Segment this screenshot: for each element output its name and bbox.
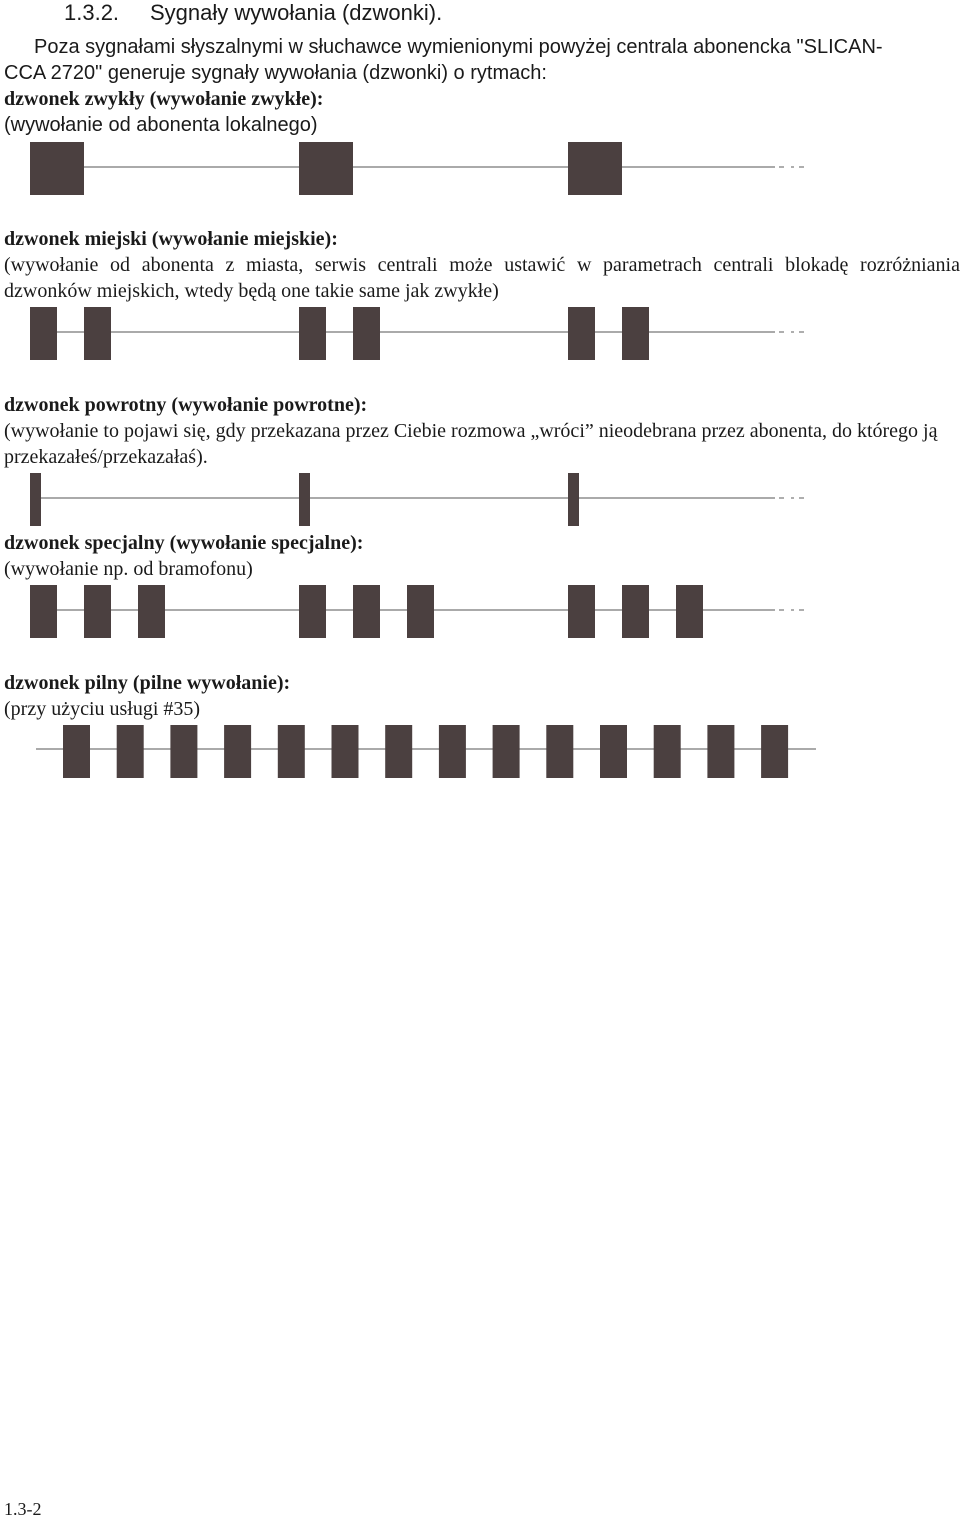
ring-pulse [622,585,649,638]
ring-pulse [299,142,353,195]
ring-pulse [332,725,359,778]
ring-pulse [84,307,111,360]
ring-pulse [600,725,627,778]
ring-pulse [385,725,412,778]
ring-urgent-label: dzwonek pilny (pilne wywołanie): [4,672,291,694]
ring-special-desc: (wywołanie np. od bramofonu) [4,558,253,580]
ring-city-label: dzwonek miejski (wywołanie miejskie): [4,228,338,250]
ring-pulse [278,725,305,778]
ring-pulse [299,585,326,638]
ring-pulse [407,585,434,638]
ring-pulse [30,307,57,360]
ring-pulse [546,725,573,778]
ring-pulse [439,725,466,778]
ring-pulse [353,585,380,638]
ring-pulse [63,725,90,778]
ring-urgent-desc: (przy użyciu usługi #35) [4,698,201,720]
ring-normal-timeline [0,140,960,200]
ring-pulse [568,473,579,526]
section-number: 1.3.2. [64,0,120,25]
ring-pulse [30,473,41,526]
ring-return-desc: (wywołanie to pojawi się, gdy przekazana przez Ciebie rozmowa „wróci” nieodebrana przez abonenta, do którego ją przekazałeś/przekazałaś). [4,420,938,468]
section-heading [64,0,442,26]
ring-city-desc: (wywołanie od abonenta z miasta, serwis centrali może ustawić w parametrach centrali blokadę rozróżniania dzwonków miejskich, wtedy będą one takie same jak zwykłe) [4,254,960,302]
ring-pulse [707,725,734,778]
section-title: Sygnały wywołania (dzwonki). [150,0,443,25]
page-number: 1.3-2 [4,1499,42,1519]
ring-pulse [170,725,197,778]
intro-paragraph [4,34,956,86]
ring-pulse [117,725,144,778]
ring-pulse [568,585,595,638]
intro-line-1: Poza sygnałami słyszalnymi w słuchawce wymienionymi powyżej centrala abonencka "SLICAN- [34,36,883,58]
ring-pulse [493,725,520,778]
ring-pulse [30,585,57,638]
ring-special-label: dzwonek specjalny (wywołanie specjalne): [4,532,364,554]
ring-return-timeline [0,471,960,531]
ring-pulse [353,307,380,360]
ring-pulse [676,585,703,638]
ring-return-label: dzwonek powrotny (wywołanie powrotne): [4,394,368,416]
ring-city-timeline [0,305,960,365]
ring-pulse [622,307,649,360]
ring-pulse [84,585,111,638]
intro-line-2: CCA 2720" generuje sygnały wywołania (dzwonki) o rytmach: [4,62,547,84]
ring-pulse [568,307,595,360]
ring-normal-label: dzwonek zwykły (wywołanie zwykłe): [4,88,324,110]
ring-pulse [224,725,251,778]
ring-pulse [299,473,310,526]
ring-pulse [30,142,84,195]
ring-pulse [138,585,165,638]
ring-pulse [299,307,326,360]
ring-urgent-timeline [0,722,960,782]
ring-special-timeline [0,583,960,643]
ring-pulse [654,725,681,778]
ring-normal-desc: (wywołanie od abonenta lokalnego) [4,114,318,136]
ring-pulse [568,142,622,195]
ring-pulse [761,725,788,778]
